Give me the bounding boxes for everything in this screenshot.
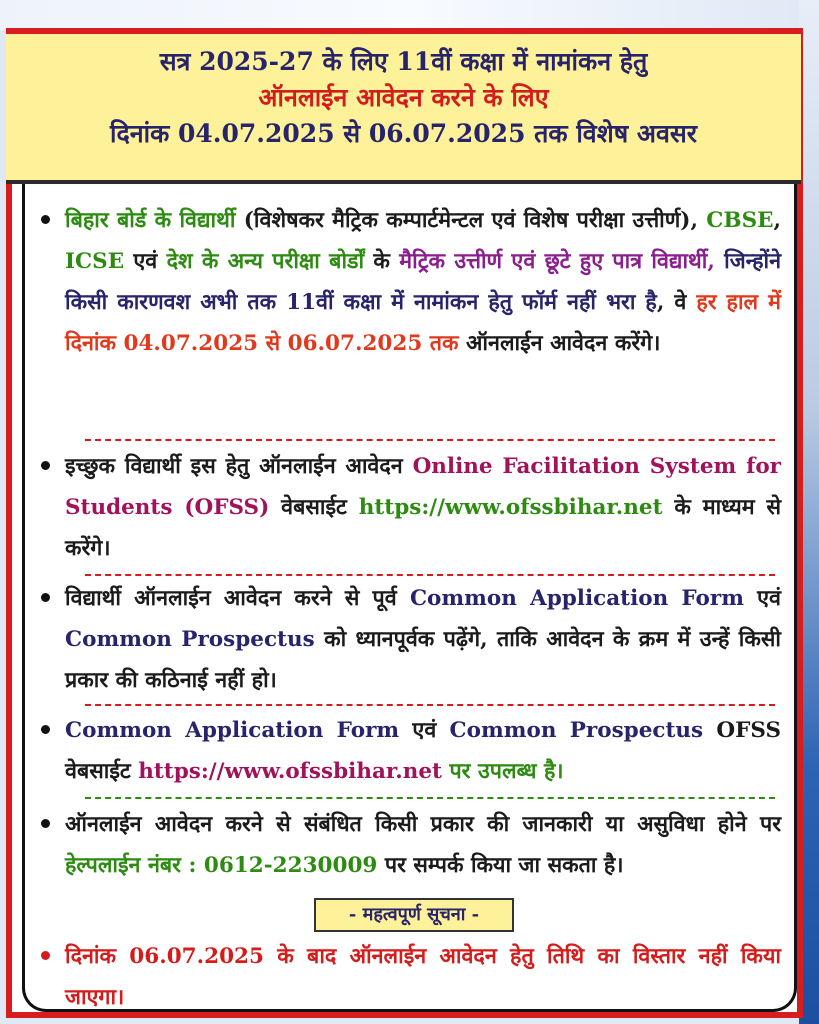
header-line-1	[6, 44, 801, 80]
header-line-3	[6, 116, 801, 152]
poster-header	[6, 34, 801, 184]
header-date-label: दिनांक	[110, 119, 179, 148]
list-item-text: Common Application Form एवं Common Prospectus OFSS वेबसाईट https://www.ofssbihar.net पर उपलब्ध है।	[65, 718, 781, 784]
list-item	[43, 578, 781, 701]
list-item	[43, 446, 781, 569]
dashed-divider	[85, 574, 775, 576]
list-item	[43, 710, 781, 792]
header-special-chance: विशेष अवसर	[567, 119, 697, 148]
list-item	[43, 804, 781, 886]
list-item	[43, 936, 781, 1018]
header-session-label: सत्र	[159, 47, 200, 76]
list-item-text: विद्यार्थी ऑनलाईन आवेदन करने से पूर्व Common Application Form एवं Common Prospectus को ध्यानपूर्वक पढ़ेंगे, ताकि आवेदन के क्रम में उन्हें किसी प्रकार की कठिनाई नहीं हो।	[65, 586, 781, 693]
dashed-divider	[85, 797, 775, 799]
list-item-text: इच्छुक विद्यार्थी इस हेतु ऑनलाईन आवेदन Online Facilitation System for Students (OFSS) वेबसाईट https://www.ofssbihar.net के माध्यम से करेंगे।	[65, 454, 781, 561]
list-item	[43, 200, 781, 364]
header-line-2: ऑनलाईन आवेदन करने के लिए	[258, 83, 549, 112]
list-item-text: बिहार बोर्ड के विद्यार्थी (विशेषकर मैट्रिक कम्पार्टमेन्टल एवं विशेष परीक्षा उत्तीर्ण), CBSE, ICSE एवं देश के अन्य परीक्षा बोर्डों के मैट्रिक उत्तीर्ण एवं छूटे हुए पात्र विद्यार्थी, जिन्होंने किसी कारणवश अभी तक 11वीं कक्षा में नामांकन हेतु फॉर्म नहीं भरा है, वे हर हाल में दिनांक 04.07.2025 से 06.07.2025 तक ऑनलाईन आवेदन करेंगे।	[65, 208, 782, 356]
header-session-year: 2025-27	[199, 47, 314, 76]
important-notice-label: - महत्वपूर्ण सूचना -	[314, 898, 514, 932]
header-date-range: 04.07.2025 से 06.07.2025 तक	[178, 119, 568, 148]
dashed-divider	[85, 704, 775, 706]
list-item-text: ऑनलाईन आवेदन करने से संबंधित किसी प्रकार की जानकारी या असुविधा होने पर हेल्पलाईन नंबर : 0612-2230009 पर सम्पर्क किया जा सकता है।	[65, 812, 781, 878]
list-item-text: दिनांक 06.07.2025 के बाद ऑनलाईन आवेदन हेतु तिथि का विस्तार नहीं किया जाएगा।	[65, 944, 781, 1010]
content-box	[22, 184, 797, 1012]
dashed-divider	[85, 439, 775, 441]
header-class-text: के लिए 11वीं कक्षा में नामांकन हेतु	[313, 47, 648, 76]
top-background	[0, 0, 819, 30]
